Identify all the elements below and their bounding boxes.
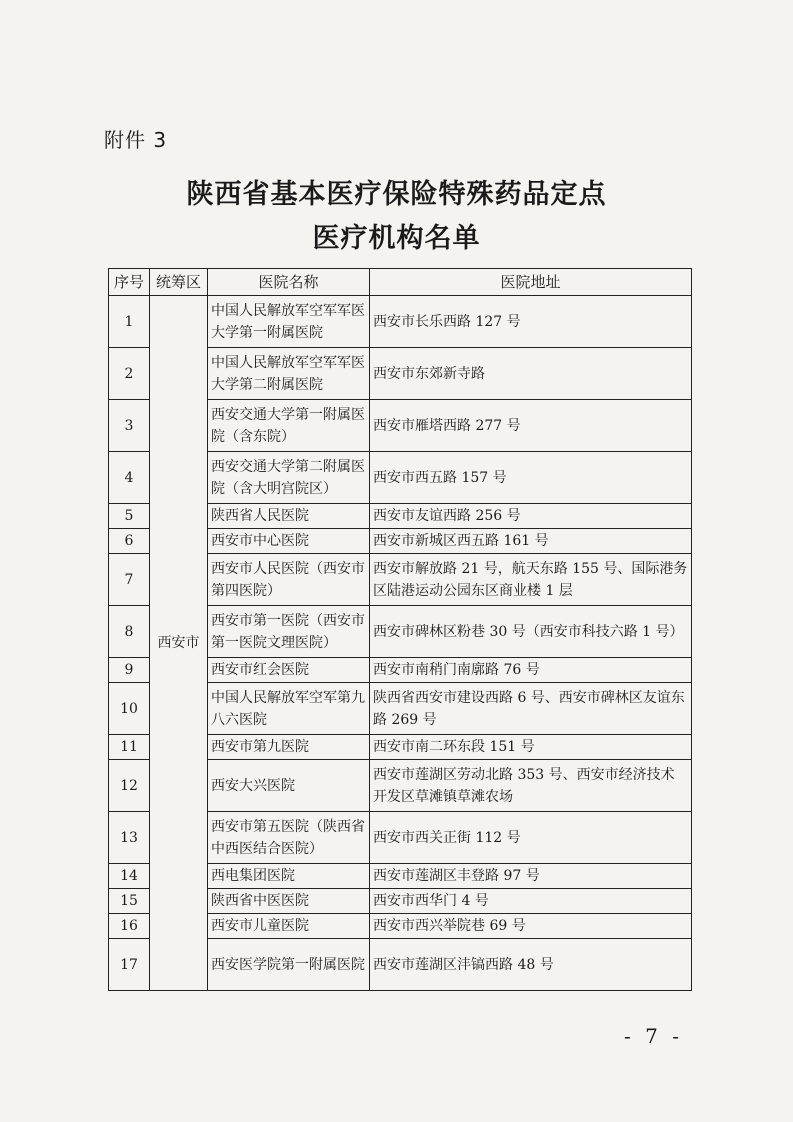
row-hospital-address: 西安市西五路 157 号 [370,452,692,504]
row-hospital-address: 西安市友谊西路 256 号 [370,504,692,529]
row-hospital-name: 中国人民解放军空军军医大学第一附属医院 [208,296,370,348]
row-seq: 11 [109,735,150,760]
header-hospital-name: 医院名称 [208,269,370,296]
row-seq: 17 [109,939,150,991]
document-title-line-1: 陕西省基本医疗保险特殊药品定点 [186,179,607,210]
row-hospital-name: 西安市人民医院（西安市第四医院） [208,554,370,606]
row-hospital-address: 西安市西华门 4 号 [370,889,692,914]
row-seq: 4 [109,452,150,504]
row-hospital-name: 西电集团医院 [208,864,370,889]
table-header-row [109,269,692,296]
row-hospital-address: 陕西省西安市建设西路 6 号、西安市碑林区友谊东路 269 号 [370,683,692,735]
attachment-label: 附件 3 [104,128,168,152]
row-hospital-name: 中国人民解放军空军第九八六医院 [208,683,370,735]
row-hospital-address: 西安市莲湖区丰登路 97 号 [370,864,692,889]
row-seq: 3 [109,400,150,452]
row-seq: 14 [109,864,150,889]
row-seq: 7 [109,554,150,606]
row-seq: 16 [109,914,150,939]
region-cell: 西安市 [150,296,208,991]
row-hospital-address: 西安市碑林区粉巷 30 号（西安市科技六路 1 号） [370,606,692,658]
row-hospital-address: 西安市南二环东段 151 号 [370,735,692,760]
hospital-table [108,268,692,991]
row-hospital-name: 西安市第九医院 [208,735,370,760]
row-hospital-name: 西安交通大学第二附属医院（含大明宫院区） [208,452,370,504]
row-hospital-name: 西安医学院第一附属医院 [208,939,370,991]
row-seq: 6 [109,529,150,554]
header-region: 统筹区 [150,269,208,296]
row-hospital-address: 西安市新城区西五路 161 号 [370,529,692,554]
row-hospital-name: 西安市儿童医院 [208,914,370,939]
row-hospital-address: 西安市解放路 21 号，航天东路 155 号、国际港务区陆港运动公园东区商业楼 1 层 [370,554,692,606]
row-hospital-address: 西安市莲湖区劳动北路 353 号、西安市经济技术开发区草滩镇草滩农场 [370,760,692,812]
row-seq: 13 [109,812,150,864]
header-hospital-address: 医院地址 [370,269,692,296]
row-hospital-name: 西安市红会医院 [208,658,370,683]
row-hospital-address: 西安市莲湖区沣镐西路 48 号 [370,939,692,991]
row-hospital-name: 西安市第五医院（陕西省中西医结合医院） [208,812,370,864]
row-hospital-address: 西安市西兴举院巷 69 号 [370,914,692,939]
row-hospital-name: 陕西省人民医院 [208,504,370,529]
row-seq: 5 [109,504,150,529]
table-row [109,296,692,348]
document-title-line-2: 医疗机构名单 [312,223,481,254]
row-hospital-address: 西安市长乐西路 127 号 [370,296,692,348]
row-hospital-name: 西安大兴医院 [208,760,370,812]
row-seq: 8 [109,606,150,658]
row-seq: 15 [109,889,150,914]
row-seq: 1 [109,296,150,348]
row-seq: 9 [109,658,150,683]
row-seq: 10 [109,683,150,735]
header-seq: 序号 [109,269,150,296]
row-hospital-name: 西安市中心医院 [208,529,370,554]
row-seq: 2 [109,348,150,400]
page-number: - 7 - [624,1024,683,1048]
row-seq: 12 [109,760,150,812]
row-hospital-address: 西安市雁塔西路 277 号 [370,400,692,452]
row-hospital-address: 西安市南稍门南廓路 76 号 [370,658,692,683]
row-hospital-name: 陕西省中医医院 [208,889,370,914]
row-hospital-address: 西安市西关正街 112 号 [370,812,692,864]
row-hospital-name: 中国人民解放军空军军医大学第二附属医院 [208,348,370,400]
row-hospital-address: 西安市东郊新寺路 [370,348,692,400]
table-body [109,296,692,991]
row-hospital-name: 西安交通大学第一附属医院（含东院） [208,400,370,452]
row-hospital-name: 西安市第一医院（西安市第一医院文理医院） [208,606,370,658]
